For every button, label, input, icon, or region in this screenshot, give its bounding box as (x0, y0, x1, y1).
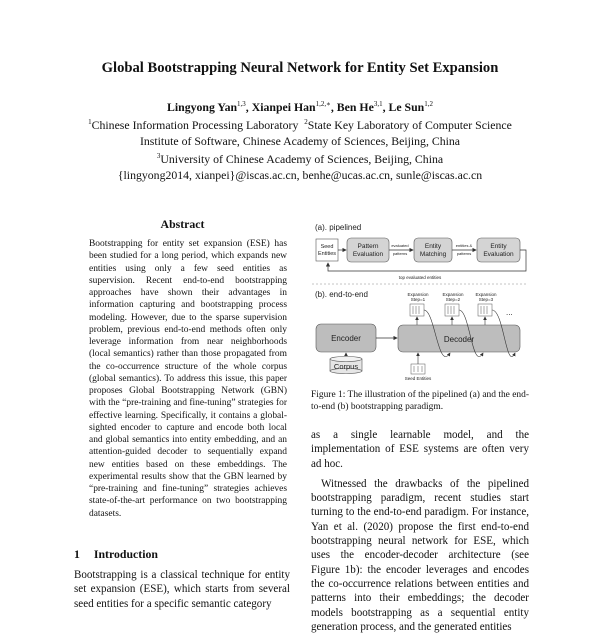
expansion-step-label: Step=2 (445, 297, 461, 302)
paper-title: Global Bootstrapping Neural Network for Entity Set Expansion (101, 60, 499, 76)
seed-entities-box (316, 239, 338, 261)
expansion-step-label: Step=3 (478, 297, 494, 302)
decoder-label: Decoder (443, 335, 475, 344)
introduction-body: Bootstrapping is a classical technique for entity set expansion (ESE), which starts from several seed entities for a specific semantic category (74, 569, 290, 610)
author: Ben He (336, 99, 374, 114)
evaluated-patterns-label: evaluated (391, 243, 409, 248)
author: Lingyong Yan (167, 99, 238, 114)
encoder-box (316, 324, 376, 352)
ellipsis: ... (506, 308, 513, 317)
decoder-box (398, 325, 520, 352)
affiliation-line-1 (0, 115, 600, 133)
seed-entities-label: Seed (320, 244, 334, 250)
paragraph: as a single learnable model, and the implementation of ESE systems are often very ad hoc. (311, 429, 529, 470)
aff-sup: 3 (156, 152, 161, 161)
author-names: Lingyong Yan$^{1,3}$, Xianpei Han$^{1,2,∗}$, Ben He$^{3,1}$, Le Sun$^{1,2}$ (167, 99, 433, 114)
affiliation-line-2: Institute of Software, Chinese Academy of Sciences, Beijing, China (139, 133, 461, 148)
aff-sup: 1 (88, 118, 92, 127)
abstract-heading: Abstract (160, 217, 205, 231)
seed-entities-input (405, 364, 432, 381)
entity-evaluation-box (477, 238, 520, 262)
entity-matching-label: Matching (419, 251, 447, 258)
author: Le Sun (388, 99, 425, 114)
figure-diagram (310, 222, 530, 387)
figure-label-a: (a). pipelined (315, 223, 362, 232)
encoder-label: Encoder (331, 334, 361, 343)
author-sup: 1,2 (424, 100, 433, 108)
expansion-step-label: Step=1 (410, 297, 426, 302)
corpus-cylinder (330, 357, 362, 374)
entity-matching-box (414, 238, 452, 262)
pattern-evaluation-box (347, 238, 389, 262)
entity-evaluation-label: Evaluation (483, 251, 514, 258)
expansion-step-label: Expansion (442, 292, 464, 297)
author: Xianpei Han (251, 99, 316, 114)
right-column-text (311, 428, 529, 634)
affiliation: Chinese Information Processing Laboratory (91, 118, 299, 133)
figure-caption: Figure 1: The illustration of the pipelined (a) and the end-to-end (b) bootstrapping paradigm. (311, 390, 529, 413)
paragraph: Witnessed the drawbacks of the pipelined bootstrapping paradigm, recent studies start turning to the end-to-end paradigm. For instance, Yan et al. (2020) propose the first end-to-end bootstrapping neural network for ESE, which uses the encoder-decoder architecture (see Figure 1b): the encoder leverages and encodes the co-occurrence relations between entities and patterns into their embeddings; the decoder models bootstrapping as a sequential entity generation process, and the generated entities (311, 477, 529, 633)
entities-patterns-label: entities & (455, 243, 473, 248)
seed-entities-b-label: Seed Entities (404, 376, 432, 381)
abstract-body: Bootstrapping for entity set expansion (ESE) has been studied for a long period, which expands new entities using only a few seed entities as supervision. Recent end-to-end bootstrapping approaches have shown their advantages in information capturing and bootstrapping process modeling. However, due to the sparse supervision problem, previous end-to-end methods often only leverage information from near neighborhoods (local semantics) rather than those propagated from the co-occurrence structure of the whole corpus (global semantics). To address this issue, this paper proposes Global Bootstrapping Network (GBN) with the “pre-training and fine-tuning” strategies for effective learning. Specifically, it contains a global-sighted encoder to capture and encode both local and global semantics into entity embedding, and an attention-guided decoder to sequentially expand new entities based on these embeddings. The experimental results show that the GBN learned by “pre-training and fine-tuning” strategies achieves state-of-the-art performance on two bootstrapping datasets. (89, 239, 287, 519)
section-number: 1 (74, 547, 80, 561)
entity-evaluation-label: Entity (490, 243, 507, 250)
seed-entities-label: Entities (317, 251, 337, 257)
affiliation: State Key Laboratory of Computer Science (307, 118, 512, 133)
expansion-step-label: Expansion (475, 292, 497, 297)
entities-patterns-label: patterns (456, 251, 472, 256)
pattern-evaluation-label: Evaluation (352, 251, 384, 258)
top-evaluated-label: top evaluated entities (398, 275, 442, 280)
output-entities-step-3 (478, 304, 492, 316)
section-heading (74, 547, 158, 562)
figure-label-b: (b). end-to-end (315, 290, 368, 299)
expansion-step-label: Expansion (407, 292, 429, 297)
output-entities-step-1 (410, 304, 424, 316)
evaluated-patterns-label: patterns (392, 251, 408, 256)
section-title: Introduction (93, 547, 158, 561)
affiliation: University of Chinese Academy of Sciences, Beijing, China (160, 152, 444, 167)
entity-matching-label: Entity (424, 243, 442, 250)
author-sup: 3,1 (373, 100, 383, 108)
author-sup: 1,2,∗ (315, 100, 331, 108)
output-entities-step-2 (445, 304, 459, 316)
author-sup: 1,3 (237, 100, 246, 108)
corpus-label: Corpus (333, 362, 359, 371)
figure-1 (310, 222, 530, 397)
aff-sup: 2 (304, 118, 308, 127)
author-block (0, 97, 600, 183)
email-line: {lingyong2014, xianpei}@iscas.ac.cn, benhe@ucas.ac.cn, sunle@iscas.ac.cn (117, 167, 483, 182)
pattern-evaluation-label: Pattern (357, 243, 379, 250)
affiliation-line-3 (0, 149, 600, 167)
